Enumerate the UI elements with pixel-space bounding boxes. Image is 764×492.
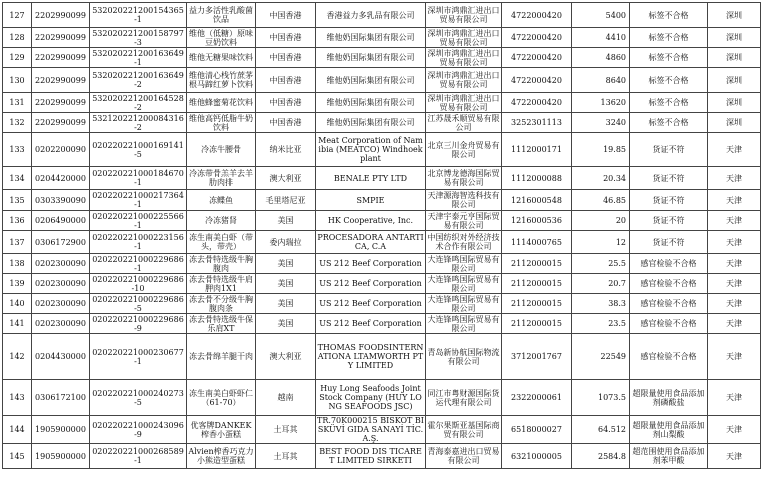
row-number: 143 xyxy=(3,380,32,416)
entry-port: 天津 xyxy=(708,380,761,416)
table-row xyxy=(3,3,761,28)
product-name: 冻生南美白虾虾仁（61-70） xyxy=(187,380,256,416)
certificate-number: 020220221000243096-9 xyxy=(90,416,187,444)
refusal-reason: 感官检验不合格 xyxy=(630,294,708,314)
row-number: 131 xyxy=(3,93,32,113)
producer-name: US 212 Beef Corporation xyxy=(316,314,426,334)
entry-port: 天津 xyxy=(708,314,761,334)
origin-country: 美国 xyxy=(256,274,316,294)
origin-country: 美国 xyxy=(256,211,316,231)
row-number: 130 xyxy=(3,68,32,93)
entry-port: 天津 xyxy=(708,274,761,294)
weight-value: 13620 xyxy=(572,93,630,113)
product-name: 维他蜂蜜菊花饮料 xyxy=(187,93,256,113)
importer-name: 深圳市鸿鼎汇进出口贸易有限公司 xyxy=(427,93,500,112)
entry-port: 深圳 xyxy=(708,3,761,28)
entry-port: 天津 xyxy=(708,190,761,211)
producer-name: BEST FOOD DIS TICARET LIMITED SIRKETI xyxy=(316,444,426,469)
entry-port: 天津 xyxy=(708,211,761,231)
entry-port: 天津 xyxy=(708,334,761,380)
origin-country: 澳大利亚 xyxy=(256,334,316,380)
hs-code: 0202300090 xyxy=(32,254,90,274)
certificate-number: 532020221200163649-1 xyxy=(90,48,187,68)
importer-code: 2322000061 xyxy=(502,380,572,416)
table-row xyxy=(3,294,761,314)
refusal-reason: 货证不符 xyxy=(630,231,708,254)
certificate-number: 532020221200164528-2 xyxy=(90,93,187,113)
certificate-number: 532020221200163649-2 xyxy=(90,68,187,93)
entry-port: 深圳 xyxy=(708,93,761,113)
certificate-number: 020220221000229686-1 xyxy=(90,254,187,274)
producer-name: Meat Corporation of Namibia (MEATCO) Windhoek plant xyxy=(316,133,426,167)
table-row xyxy=(3,334,761,380)
hs-code: 1905900000 xyxy=(32,444,90,469)
refusal-reason: 超限量使用食品添加剂磷酸盐 xyxy=(630,380,708,416)
refusal-reason: 货证不符 xyxy=(630,190,708,211)
origin-country: 中国香港 xyxy=(256,93,316,113)
entry-port: 天津 xyxy=(708,133,761,167)
origin-country: 中国香港 xyxy=(256,68,316,93)
table-row xyxy=(3,113,761,133)
certificate-number: 020220221000223156-1 xyxy=(90,231,187,254)
importer-name: 深圳市鸿鼎汇进出口贸易有限公司 xyxy=(426,3,502,28)
table-row xyxy=(3,133,761,167)
refusal-reason: 感官检验不合格 xyxy=(630,254,708,274)
row-number: 133 xyxy=(3,133,32,167)
weight-value: 4410 xyxy=(572,28,630,48)
hs-code: 0303390090 xyxy=(32,190,90,211)
producer-name: PROCESADORA ANTARTICA, C.A xyxy=(316,231,426,254)
importer-name: 大连锋鸣国际贸易有限公司 xyxy=(427,314,500,333)
certificate-number: 532020221200158797-3 xyxy=(90,28,187,48)
importer-name: 中国纺织对外经济技术合作有限公司 xyxy=(426,231,502,254)
weight-value: 4860 xyxy=(572,48,630,68)
certificate-number: 020220221000229686-9 xyxy=(90,314,187,334)
product-name: 冻去骨特选级牛肩胛肉1X1 xyxy=(187,274,256,294)
row-number: 132 xyxy=(3,113,32,133)
entry-port: 天津 xyxy=(708,254,761,274)
product-name: 冷冻猪肾 xyxy=(187,211,256,231)
refusal-reason: 货证不符 xyxy=(630,167,708,190)
origin-country: 澳大利亚 xyxy=(256,167,316,190)
refusal-reason: 超范围使用食品添加剂苯甲酸 xyxy=(630,444,708,469)
importer-code: 6518000027 xyxy=(502,416,572,444)
importer-code: 2112000015 xyxy=(502,314,572,334)
weight-value: 12 xyxy=(572,231,630,254)
weight-value: 22549 xyxy=(572,334,630,380)
entry-port: 深圳 xyxy=(708,68,761,93)
producer-name: 维他奶国际集团有限公司 xyxy=(316,93,426,113)
row-number: 134 xyxy=(3,167,32,190)
origin-country: 纳米比亚 xyxy=(256,133,316,167)
origin-country: 毛里塔尼亚 xyxy=(256,190,316,211)
entry-port: 天津 xyxy=(708,231,761,254)
refusal-reason: 标签不合格 xyxy=(630,113,708,133)
origin-country: 美国 xyxy=(256,294,316,314)
certificate-number: 020220221000217364-1 xyxy=(90,190,187,211)
importer-name: 天津源海智选科技有限公司 xyxy=(427,191,500,209)
row-number: 135 xyxy=(3,190,32,211)
product-name: 维他（低糖）原味豆奶饮料 xyxy=(187,28,256,48)
refusal-reason: 货证不符 xyxy=(630,211,708,231)
refusal-reason: 超限量使用食品添加剂山梨酸 xyxy=(630,416,708,444)
refusal-reason: 感官检验不合格 xyxy=(630,274,708,294)
weight-value: 20.34 xyxy=(572,167,630,190)
origin-country: 委内瑞拉 xyxy=(256,231,316,254)
producer-name: TR.70K000215 BİSKOT BİSKÜVİ GIDA SANAYİ TİC.A.Ş. xyxy=(317,416,424,443)
certificate-number: 020220221000169141-5 xyxy=(90,133,187,167)
certificate-number: 020220221000225566-1 xyxy=(90,211,187,231)
hs-code: 2202990099 xyxy=(32,3,90,28)
refusal-reason: 感官检验不合格 xyxy=(630,334,708,380)
table-row xyxy=(3,254,761,274)
product-name: Alvien榨香巧克力小熊造型蛋糕 xyxy=(187,444,256,469)
importer-code: 2112000015 xyxy=(502,294,572,314)
product-name: 冻鲽鱼 xyxy=(187,190,256,211)
importer-name: 大连锋鸣国际贸易有限公司 xyxy=(427,274,500,293)
entry-port: 深圳 xyxy=(708,113,761,133)
producer-name: 维他奶国际集团有限公司 xyxy=(316,48,426,68)
refusal-reason: 感官检验不合格 xyxy=(630,314,708,334)
producer-name: THOMAS FOODSINTERNATIONA LTAMWORTH PTY LIMITED xyxy=(316,334,426,380)
importer-code: 4722000420 xyxy=(502,3,572,28)
importer-code: 1114000765 xyxy=(502,231,572,254)
product-name: 维他无糖果味饮料 xyxy=(187,48,256,68)
entry-port: 天津 xyxy=(708,294,761,314)
origin-country: 中国香港 xyxy=(256,28,316,48)
product-name: 维他高钙低脂牛奶饮料 xyxy=(187,113,256,133)
row-number: 136 xyxy=(3,211,32,231)
row-number: 141 xyxy=(3,314,32,334)
producer-name: HK Cooperative, Inc. xyxy=(316,211,426,231)
table-row xyxy=(3,444,761,469)
table-row xyxy=(3,416,761,444)
importer-name: 同江市粤财源国际货运代理有限公司 xyxy=(426,380,502,416)
importer-code: 4722000420 xyxy=(502,48,572,68)
hs-code: 0202200090 xyxy=(32,133,90,167)
hs-code: 2202990099 xyxy=(32,93,90,113)
weight-value: 1073.5 xyxy=(572,380,630,416)
table-row xyxy=(3,93,761,113)
importer-code: 1216000536 xyxy=(502,211,572,231)
product-name: 冻去骨特选级牛保乐肩XT xyxy=(187,314,256,334)
table-row xyxy=(3,68,761,93)
refusal-reason: 标签不合格 xyxy=(630,93,708,113)
weight-value: 46.85 xyxy=(572,190,630,211)
importer-name: 深圳市鸿鼎汇进出口贸易有限公司 xyxy=(427,48,500,67)
row-number: 145 xyxy=(3,444,32,469)
row-number: 138 xyxy=(3,254,32,274)
table-row xyxy=(3,380,761,416)
row-number: 139 xyxy=(3,274,32,294)
weight-value: 5400 xyxy=(572,3,630,28)
hs-code: 0202300090 xyxy=(32,314,90,334)
hs-code: 0202300090 xyxy=(32,274,90,294)
producer-name: US 212 Beef Corporation xyxy=(316,254,426,274)
importer-code: 6321000005 xyxy=(502,444,572,469)
producer-name: BENALE PTY LTD xyxy=(316,167,426,190)
producer-name: 维他奶国际集团有限公司 xyxy=(316,68,426,93)
entry-port: 深圳 xyxy=(708,28,761,48)
hs-code: 2202990099 xyxy=(32,68,90,93)
weight-value: 38.3 xyxy=(572,294,630,314)
table-row xyxy=(3,314,761,334)
origin-country: 美国 xyxy=(256,254,316,274)
importer-name: 大连锋鸣国际贸易有限公司 xyxy=(427,254,500,273)
hs-code: 0202300090 xyxy=(32,294,90,314)
importer-name: 北京博龙德海国际贸易有限公司 xyxy=(426,167,502,190)
refusal-reason: 标签不合格 xyxy=(630,3,708,28)
hs-code: 2202990099 xyxy=(32,28,90,48)
importer-code: 1216000548 xyxy=(502,190,572,211)
table-row xyxy=(3,190,761,211)
certificate-number: 020220221000268589-1 xyxy=(90,444,187,469)
producer-name: SMPIE xyxy=(316,190,426,211)
origin-country: 越南 xyxy=(256,380,316,416)
row-number: 127 xyxy=(3,3,32,28)
importer-code: 1112000171 xyxy=(502,133,572,167)
row-number: 129 xyxy=(3,48,32,68)
certificate-number: 532120221200084316-2 xyxy=(90,113,187,133)
importer-name: 北京三川金舟贸易有限公司 xyxy=(426,133,502,167)
product-name: 益力多活性乳酸菌饮品 xyxy=(187,3,256,28)
hs-code: 0204420000 xyxy=(32,167,90,190)
product-name: 冻去骨特选级牛胸腹肉 xyxy=(187,254,256,274)
weight-value: 2584.8 xyxy=(572,444,630,469)
hs-code: 1905900000 xyxy=(32,416,90,444)
row-number: 142 xyxy=(3,334,32,380)
importer-name: 天津宇泰元亨国际贸易有限公司 xyxy=(427,211,500,230)
table-row xyxy=(3,211,761,231)
importer-name: 深圳市鸿鼎汇进出口贸易有限公司 xyxy=(427,28,500,47)
hs-code: 0306172100 xyxy=(32,380,90,416)
importer-name: 霍尔果斯亚基国际商贸有限公司 xyxy=(426,416,502,444)
importer-code: 1112000088 xyxy=(502,167,572,190)
product-name: 维他清心栈竹蔗茅根马蹄红萝卜饮料 xyxy=(187,68,256,93)
product-name: 冻去骨绵羊腿干肉 xyxy=(187,334,256,380)
refusal-reason: 标签不合格 xyxy=(630,68,708,93)
refusal-reason: 标签不合格 xyxy=(630,28,708,48)
certificate-number: 020220221000184670-1 xyxy=(90,167,187,190)
importer-name: 江苏晟禾顺贸易有限公司 xyxy=(427,113,500,132)
origin-country: 中国香港 xyxy=(256,48,316,68)
certificate-number: 020220221000240273-5 xyxy=(90,380,187,416)
row-number: 137 xyxy=(3,231,32,254)
importer-name: 青海泰嘉进出口贸易有限公司 xyxy=(426,444,502,469)
refusal-reason: 货证不符 xyxy=(630,133,708,167)
table-row xyxy=(3,274,761,294)
producer-name: US 212 Beef Corporation xyxy=(316,294,426,314)
weight-value: 25.5 xyxy=(572,254,630,274)
importer-code: 4722000420 xyxy=(502,28,572,48)
importer-code: 3712001767 xyxy=(502,334,572,380)
entry-port: 天津 xyxy=(708,416,761,444)
weight-value: 3240 xyxy=(572,113,630,133)
entry-port: 天津 xyxy=(708,167,761,190)
table-row xyxy=(3,231,761,254)
origin-country: 中国香港 xyxy=(256,113,316,133)
producer-name: 维他奶国际集团有限公司 xyxy=(316,113,426,133)
producer-name: 维他奶国际集团有限公司 xyxy=(316,28,426,48)
producer-name: US 212 Beef Corporation xyxy=(316,274,426,294)
row-number: 144 xyxy=(3,416,32,444)
origin-country: 美国 xyxy=(256,314,316,334)
entry-port: 深圳 xyxy=(708,48,761,68)
certificate-number: 020220221000230677-1 xyxy=(90,334,187,380)
hs-code: 0306172900 xyxy=(32,231,90,254)
importer-code: 2112000015 xyxy=(502,274,572,294)
importer-name: 大连锋鸣国际贸易有限公司 xyxy=(427,294,500,313)
importer-name: 青岛新协航国际物流有限公司 xyxy=(426,334,502,380)
weight-value: 19.85 xyxy=(572,133,630,167)
refusal-reason: 标签不合格 xyxy=(630,48,708,68)
origin-country: 中国香港 xyxy=(256,3,316,28)
weight-value: 8640 xyxy=(572,68,630,93)
hs-code: 2202990099 xyxy=(32,48,90,68)
certificate-number: 020220221000229686-10 xyxy=(90,274,187,294)
table-row xyxy=(3,48,761,68)
weight-value: 23.5 xyxy=(572,314,630,334)
origin-country: 土耳其 xyxy=(256,444,316,469)
row-number: 128 xyxy=(3,28,32,48)
weight-value: 64.512 xyxy=(572,416,630,444)
importer-code: 2112000015 xyxy=(502,254,572,274)
weight-value: 20.7 xyxy=(572,274,630,294)
product-name: 冷冻牛腰骨 xyxy=(187,133,256,167)
certificate-number: 532020221200154365-1 xyxy=(90,3,187,28)
table-row xyxy=(3,167,761,190)
product-name: 冷冻带骨羔羊去羊肋肉排 xyxy=(187,167,256,190)
hs-code: 2202990099 xyxy=(32,113,90,133)
producer-name: Huy Long Seafoods Joint Stock Company (HUY LONG SEAFOODS JSC) xyxy=(316,380,426,416)
importer-code: 4722000420 xyxy=(502,93,572,113)
refused-imports-table-container xyxy=(2,2,760,469)
hs-code: 0204430000 xyxy=(32,334,90,380)
producer-name: 香港益力多乳品有限公司 xyxy=(316,3,426,28)
origin-country: 土耳其 xyxy=(256,416,316,444)
product-name: 优客牌DANKEK榨香小蛋糕 xyxy=(187,416,256,444)
importer-name: 深圳市鸿鼎汇进出口贸易有限公司 xyxy=(426,68,502,93)
importer-code: 3252301113 xyxy=(502,113,572,133)
entry-port: 天津 xyxy=(708,444,761,469)
importer-code: 4722000420 xyxy=(502,68,572,93)
refused-imports-table xyxy=(2,2,761,469)
hs-code: 0206490000 xyxy=(32,211,90,231)
row-number: 140 xyxy=(3,294,32,314)
product-name: 冻生南美白虾（带头，带壳） xyxy=(187,231,256,254)
weight-value: 20 xyxy=(572,211,630,231)
table-row xyxy=(3,28,761,48)
certificate-number: 020220221000229686-5 xyxy=(90,294,187,314)
product-name: 冻去骨不分级牛胸腹肉条 xyxy=(187,294,256,314)
